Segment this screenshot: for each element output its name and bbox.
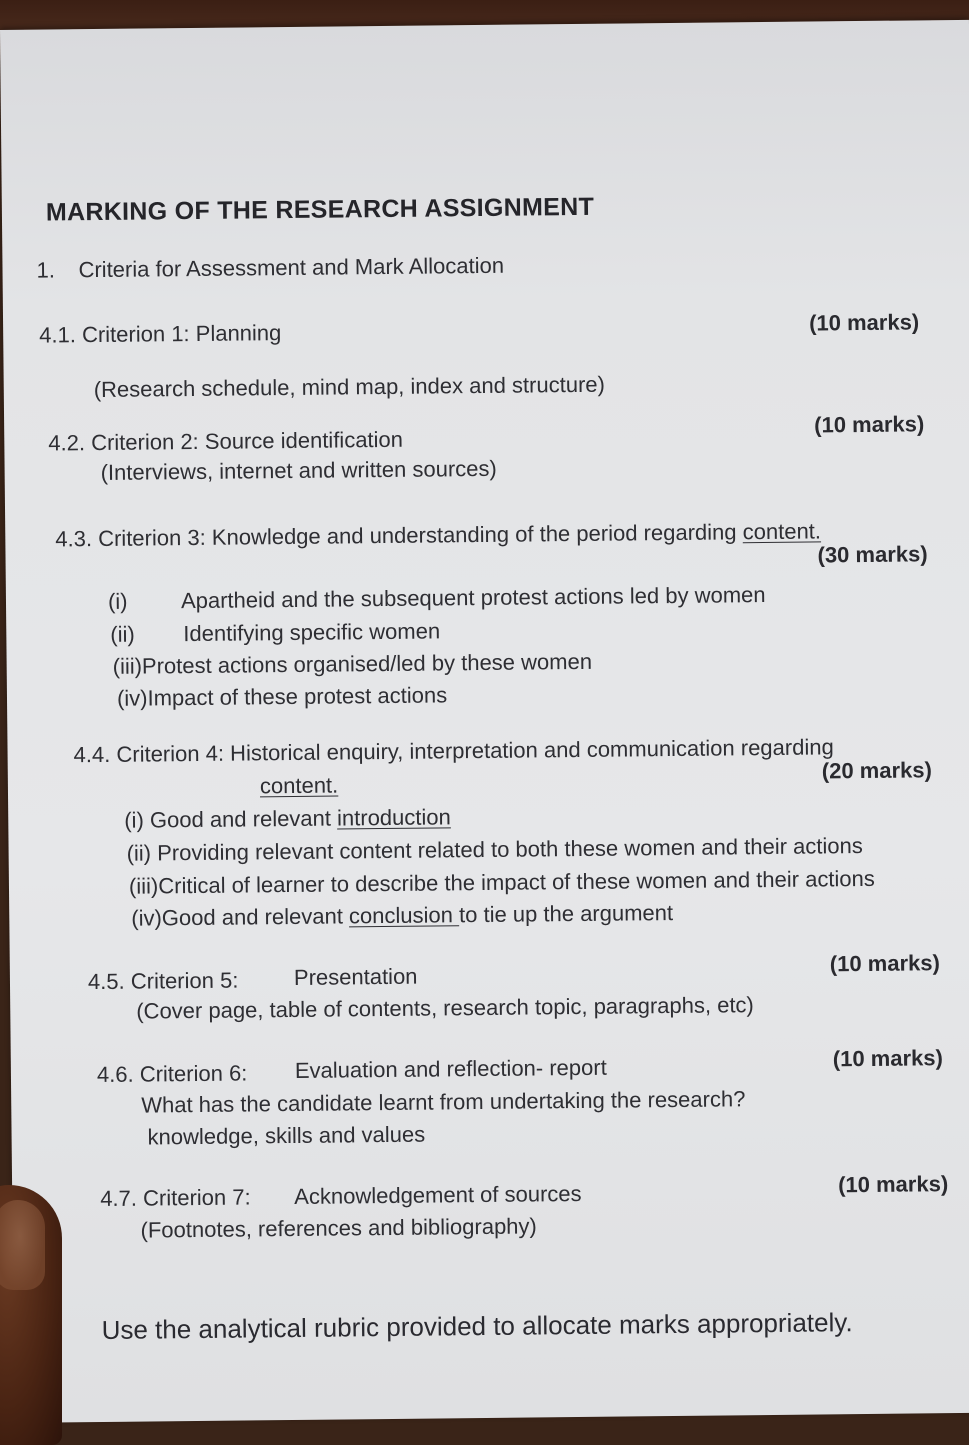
- section-number: 1.: [36, 257, 56, 283]
- criterion-5-label: 4.5. Criterion 5:: [87, 967, 239, 995]
- criterion-1-label: 4.1. Criterion 1: Planning: [39, 320, 282, 348]
- criterion-4-item-4-rest: to tie up the argument: [458, 900, 674, 928]
- document-title: MARKING OF THE RESEARCH ASSIGNMENT: [45, 192, 595, 227]
- criterion-2-label: 4.2. Criterion 2: Source identification: [48, 426, 404, 456]
- thumb-nail: [0, 1200, 45, 1290]
- document-page: [0, 20, 969, 1423]
- criterion-3-item-3: (iii)Protest actions organised/led by these women: [112, 648, 593, 679]
- criterion-4-item-3: (iii)Critical of learner to describe the impact of these women and their actions: [128, 865, 875, 899]
- criterion-1-marks: (10 marks): [808, 309, 920, 336]
- criterion-3-item-2-number: (ii): [110, 621, 135, 647]
- criterion-4-marks: (20 marks): [821, 757, 933, 784]
- criterion-3-marks: (30 marks): [817, 541, 928, 568]
- criterion-4-item-1: [124, 804, 451, 833]
- criterion-7-marks: (10 marks): [838, 1171, 949, 1198]
- criterion-7-name: Acknowledgement of sources: [294, 1180, 582, 1209]
- criterion-6-question: What has the candidate learnt from undertaking the research?: [141, 1086, 746, 1118]
- criterion-4-label-underlined: content.: [259, 772, 339, 799]
- criterion-5-description: (Cover page, table of contents, research topic, paragraphs, etc): [136, 992, 754, 1024]
- criterion-3-item-1: Apartheid and the subsequent protest actions led by women: [180, 582, 766, 614]
- criterion-6-label: 4.6. Criterion 6:: [96, 1060, 248, 1088]
- criterion-4-item-4-underlined: conclusion: [348, 902, 460, 929]
- criterion-7-label: 4.7. Criterion 7:: [100, 1184, 251, 1212]
- criterion-4-item-4: [131, 900, 673, 932]
- footer-instruction: Use the analytical rubric provided to allocate marks appropriately.: [101, 1307, 853, 1346]
- criterion-3-label-underlined: content.: [742, 518, 822, 545]
- criterion-3-label: [55, 518, 821, 552]
- criterion-3-label-text: 4.3. Criterion 3: Knowledge and understanding of the period regarding: [55, 519, 737, 552]
- criterion-4-item-1-text: (i) Good and relevant: [124, 805, 338, 833]
- criterion-3-item-4: (iv)Impact of these protest actions: [116, 682, 448, 711]
- criterion-4-label: 4.4. Criterion 4: Historical enquiry, interpretation and communication regarding: [73, 734, 834, 768]
- criterion-5-marks: (10 marks): [829, 950, 941, 977]
- criterion-4-item-4-text: (iv)Good and relevant: [131, 903, 350, 931]
- criterion-4-item-1-underlined: introduction: [336, 804, 451, 831]
- criterion-1-description: (Research schedule, mind map, index and structure): [93, 371, 606, 403]
- criterion-5-name: Presentation: [293, 963, 418, 990]
- criterion-3-item-1-number: (i): [107, 588, 128, 614]
- criterion-2-marks: (10 marks): [814, 411, 925, 438]
- criterion-6-name: Evaluation and reflection- report: [294, 1054, 607, 1083]
- criterion-7-description: (Footnotes, references and bibliography): [140, 1213, 537, 1243]
- section-heading: Criteria for Assessment and Mark Allocation: [78, 252, 505, 283]
- criterion-3-item-2: Identifying specific women: [183, 618, 441, 647]
- criterion-6-description: knowledge, skills and values: [147, 1121, 426, 1150]
- criterion-2-description: (Interviews, internet and written sources): [100, 455, 497, 485]
- criterion-4-item-2: (ii) Providing relevant content related to both these women and their actions: [126, 833, 863, 866]
- criterion-6-marks: (10 marks): [832, 1045, 944, 1072]
